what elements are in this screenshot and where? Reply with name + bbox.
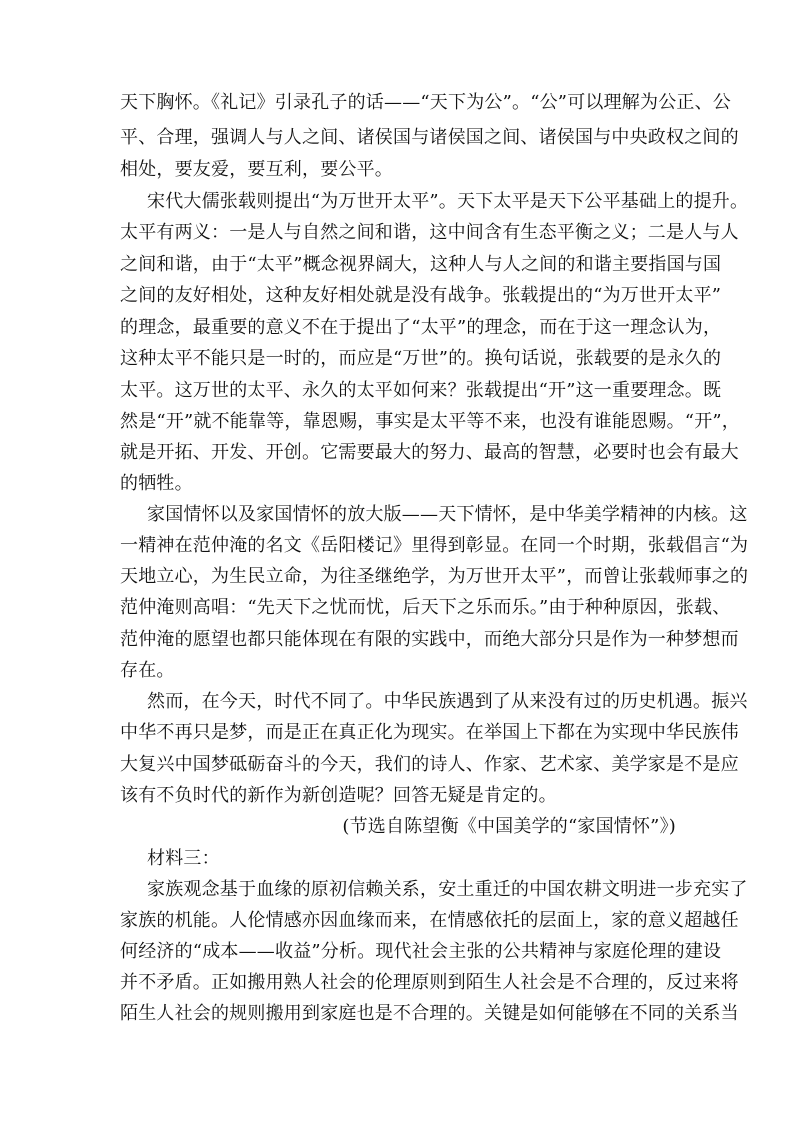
body-line: 家族的机能。人伦情感亦因血缘而来，在情感依托的层面上，家的意义超越任 — [120, 910, 739, 931]
body-line: 宋代大儒张载则提出“为万世开太平”。天下太平是天下公平基础上的提升。 — [147, 191, 749, 212]
body-line: 天地立心，为生民立命，为往圣继绝学，为万世开太平”，而曾让张载师事之的 — [120, 566, 749, 587]
body-line: 相处，要友爱，要互利，要公平。 — [120, 159, 393, 180]
body-line: 范仲淹的愿望也都只能体现在有限的实践中，而绝大部分只是作为一种梦想而 — [120, 629, 739, 650]
body-line: 一精神在范仲淹的名文《岳阳楼记》里得到彰显。在同一个时期，张载倡言“为 — [120, 535, 749, 556]
body-line: 家族观念基于血缘的原初信赖关系，安土重迁的中国农耕文明进一步充实了 — [147, 879, 748, 900]
body-line: 家国情怀以及家国情怀的放大版——天下情怀，是中华美学精神的内核。这 — [147, 504, 748, 525]
body-line: 太平有两义：一是人与自然之间和谐，这中间含有生态平衡之义；二是人与人 — [120, 222, 739, 243]
source-citation: (节选自陈望衡《中国美学的“家国情怀”》) — [342, 816, 676, 837]
body-line: 该有不负时代的新作为新创造呢？回答无疑是肯定的。 — [120, 785, 557, 806]
body-line: 然而，在今天，时代不同了。中华民族遇到了从来没有过的历史机遇。振兴 — [147, 691, 748, 712]
body-line: 之间和谐，由于“太平”概念视界阔大，这种人与人之间的和谐主要指国与国 — [120, 254, 722, 275]
body-line: 平、合理，强调人与人之间、诸侯国与诸侯国之间、诸侯国与中央政权之间的 — [120, 127, 739, 148]
body-line: 中华不再只是梦，而是正在真正化为现实。在举国上下都在为实现中华民族伟 — [120, 722, 739, 743]
body-line: 并不矛盾。正如搬用熟人社会的伦理原则到陌生人社会是不合理的，反过来将 — [120, 972, 739, 993]
body-line: 然是“开”就不能靠等，靠恩赐，事实是太平等不来，也没有谁能恩赐。“开”， — [120, 411, 741, 432]
body-line: 范仲淹则高唱：“先天下之忧而忧，后天下之乐而乐。”由于种种原因，张载、 — [120, 597, 731, 618]
body-line: 太平。这万世的太平、永久的太平如何来？张载提出“开”这一重要理念。既 — [120, 380, 722, 401]
body-line: 这种太平不能只是一时的，而应是“万世”的。换句话说，张载要的是永久的 — [120, 348, 722, 369]
body-line: 大复兴中国梦砥砺奋斗的今天，我们的诗人、作家、艺术家、美学家是不是应 — [120, 754, 739, 775]
body-line: 之间的友好相处，这种友好相处就是没有战争。张载提出的“为万世开太平” — [120, 285, 722, 306]
body-line: 的牺牲。 — [120, 473, 193, 494]
section-label: 材料三： — [147, 848, 220, 869]
body-line: 天下胸怀。《礼记》引录孔子的话——“天下为公”。“公”可以理解为公正、公 — [120, 92, 732, 113]
body-line: 的理念，最重要的意义不在于提出了“太平”的理念，而在于这一理念认为， — [120, 317, 722, 338]
body-line: 存在。 — [120, 660, 175, 681]
body-line: 就是开拓、开发、开创。它需要最大的努力、最高的智慧，必要时也会有最大 — [120, 442, 739, 463]
body-line: 何经济的“成本——收益”分析。现代社会主张的公共精神与家庭伦理的建设 — [120, 941, 722, 962]
body-line: 陌生人社会的规则搬用到家庭也是不合理的。关键是如何能够在不同的关系当 — [120, 1003, 739, 1024]
